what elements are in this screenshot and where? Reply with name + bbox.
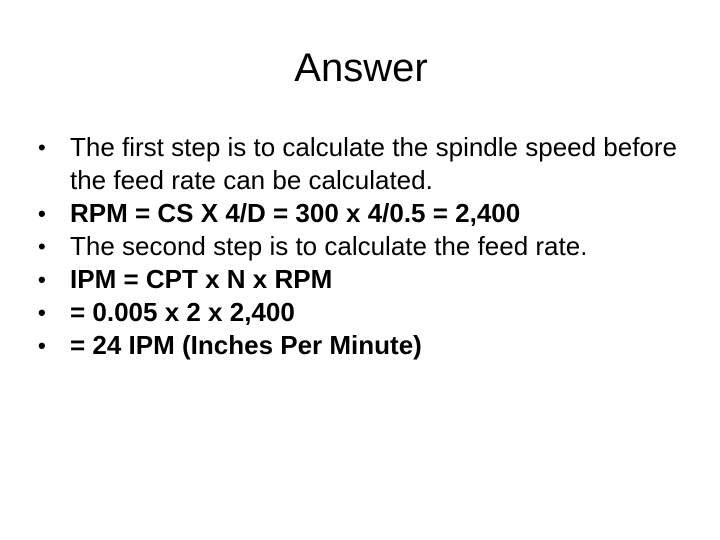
bullet-item-ipm-result <box>38 329 688 362</box>
bullet-item-rpm-formula <box>38 197 688 230</box>
bullet-text: = 24 IPM (Inches Per Minute) <box>70 330 422 360</box>
bullet-text: The second step is to calculate the feed rate. <box>70 231 588 261</box>
bullet-item-calc-feed-rate <box>38 230 688 263</box>
slide-title: Answer <box>294 46 428 90</box>
bullet-marker: • <box>38 333 46 358</box>
bullet-text: IPM = CPT x N x RPM <box>70 264 333 294</box>
bullet-marker: • <box>38 300 46 325</box>
bullet-item-ipm-substitution <box>38 296 688 329</box>
bullet-text: The first step is to calculate the spindle speed before the feed rate can be calculated. <box>70 132 678 195</box>
bullet-item-ipm-formula <box>38 263 688 296</box>
bullet-text: = 0.005 x 2 x 2,400 <box>70 297 295 327</box>
bullet-item-calc-spindle-speed <box>38 131 688 197</box>
bullet-text: RPM = CS X 4/D = 300 x 4/0.5 = 2,400 <box>70 198 521 228</box>
bullet-marker: • <box>38 234 46 259</box>
bullet-marker: • <box>38 201 46 226</box>
bullet-marker: • <box>38 135 46 160</box>
bullet-list <box>38 131 688 362</box>
bullet-marker: • <box>38 267 46 292</box>
